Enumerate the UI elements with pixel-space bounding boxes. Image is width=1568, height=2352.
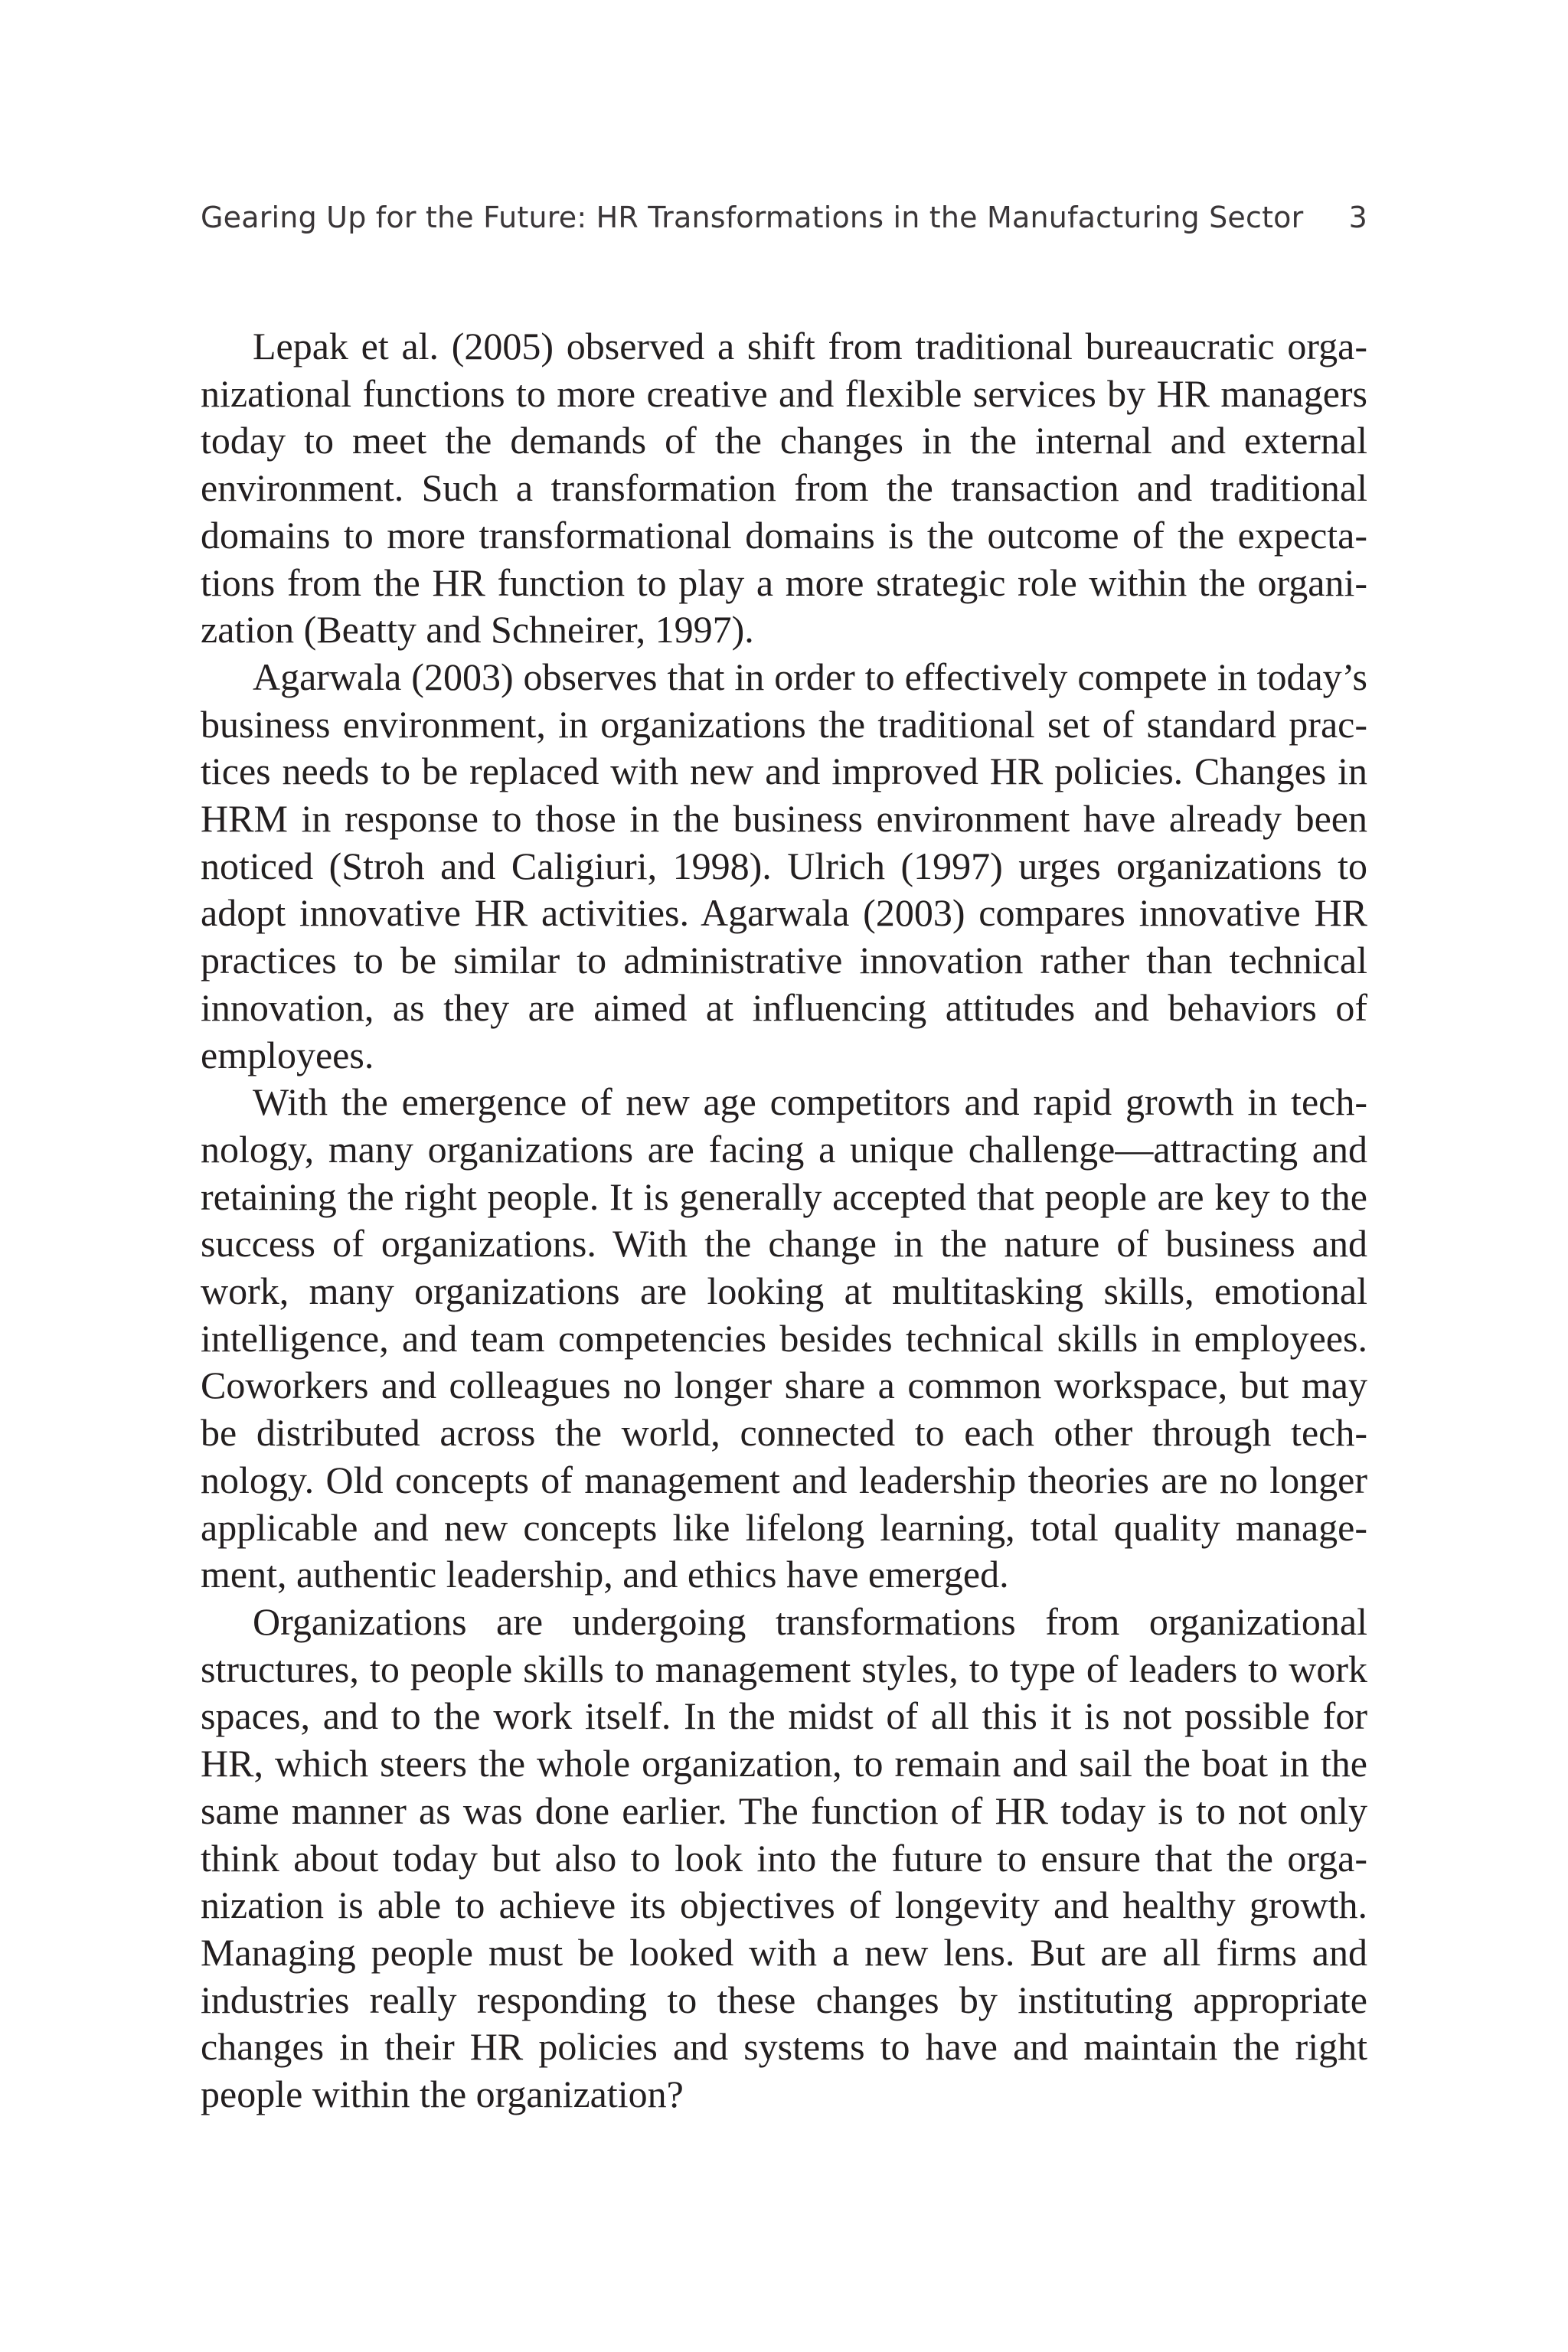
body-text: [201, 323, 1367, 2118]
page-number: 3: [1348, 201, 1367, 234]
paragraph: Agarwala (2003) observes that in order to effectively compete in today’s business environment, in organizations the traditional set of standard practices needs to be replaced with new and improved HR policies. Changes in HRM in response to those in the business environment have already been noticed (Stroh and Caligiuri, 1998). Ulrich (1997) urges organizations to adopt innovative HR activities. Agarwala (2003) compares innovative HR practices to be similar to administrative innovation rather than technical innovation, as they are aimed at influencing attitudes and behaviors of employees.: [201, 655, 1367, 1076]
paragraph: Lepak et al. (2005) observed a shift from traditional bureaucratic organizational functions to more creative and flexible services by HR managers today to meet the demands of the changes in the internal and external environment. Such a transformation from the transaction and traditional domains to more transformational domains is the outcome of the expectations from the HR function to play a more strategic role within the organization (Beatty and Schneirer, 1997).: [201, 325, 1367, 652]
running-head: [201, 201, 1367, 239]
paragraph: With the emergence of new age competitors and rapid growth in technology, many organizations are facing a unique challenge—attracting and retaining the right people. It is generally accepted that people are key to the success of organizations. With the change in the nature of business and work, many organizations are looking at multitasking skills, emotional intelligence, and team competencies besides technical skills in employees. Coworkers and colleagues no longer share a common workspace, but may be distributed across the world, connected to each other through technology. Old concepts of management and leadership theories are no longer applicable and new concepts like lifelong learning, total quality management, authentic leadership, and ethics have emerged.: [201, 1080, 1367, 1596]
paragraph: Organizations are undergoing transformations from organizational structures, to people skills to management styles, to type of leaders to work spaces, and to the work itself. In the midst of all this it is not possible for HR, which steers the whole organization, to remain and sail the boat in the same manner as was done earlier. The function of HR today is to not only think about today but also to look into the future to ensure that the organization is able to achieve its objectives of longevity and healthy growth. Managing people must be looked with a new lens. But are all firms and industries really responding to these changes by instituting appropriate changes in their HR policies and systems to have and maintain the right people within the organization?: [201, 1599, 1367, 2116]
running-title: Gearing Up for the Future: HR Transformations in the Manufacturing Sector: [201, 201, 1304, 234]
